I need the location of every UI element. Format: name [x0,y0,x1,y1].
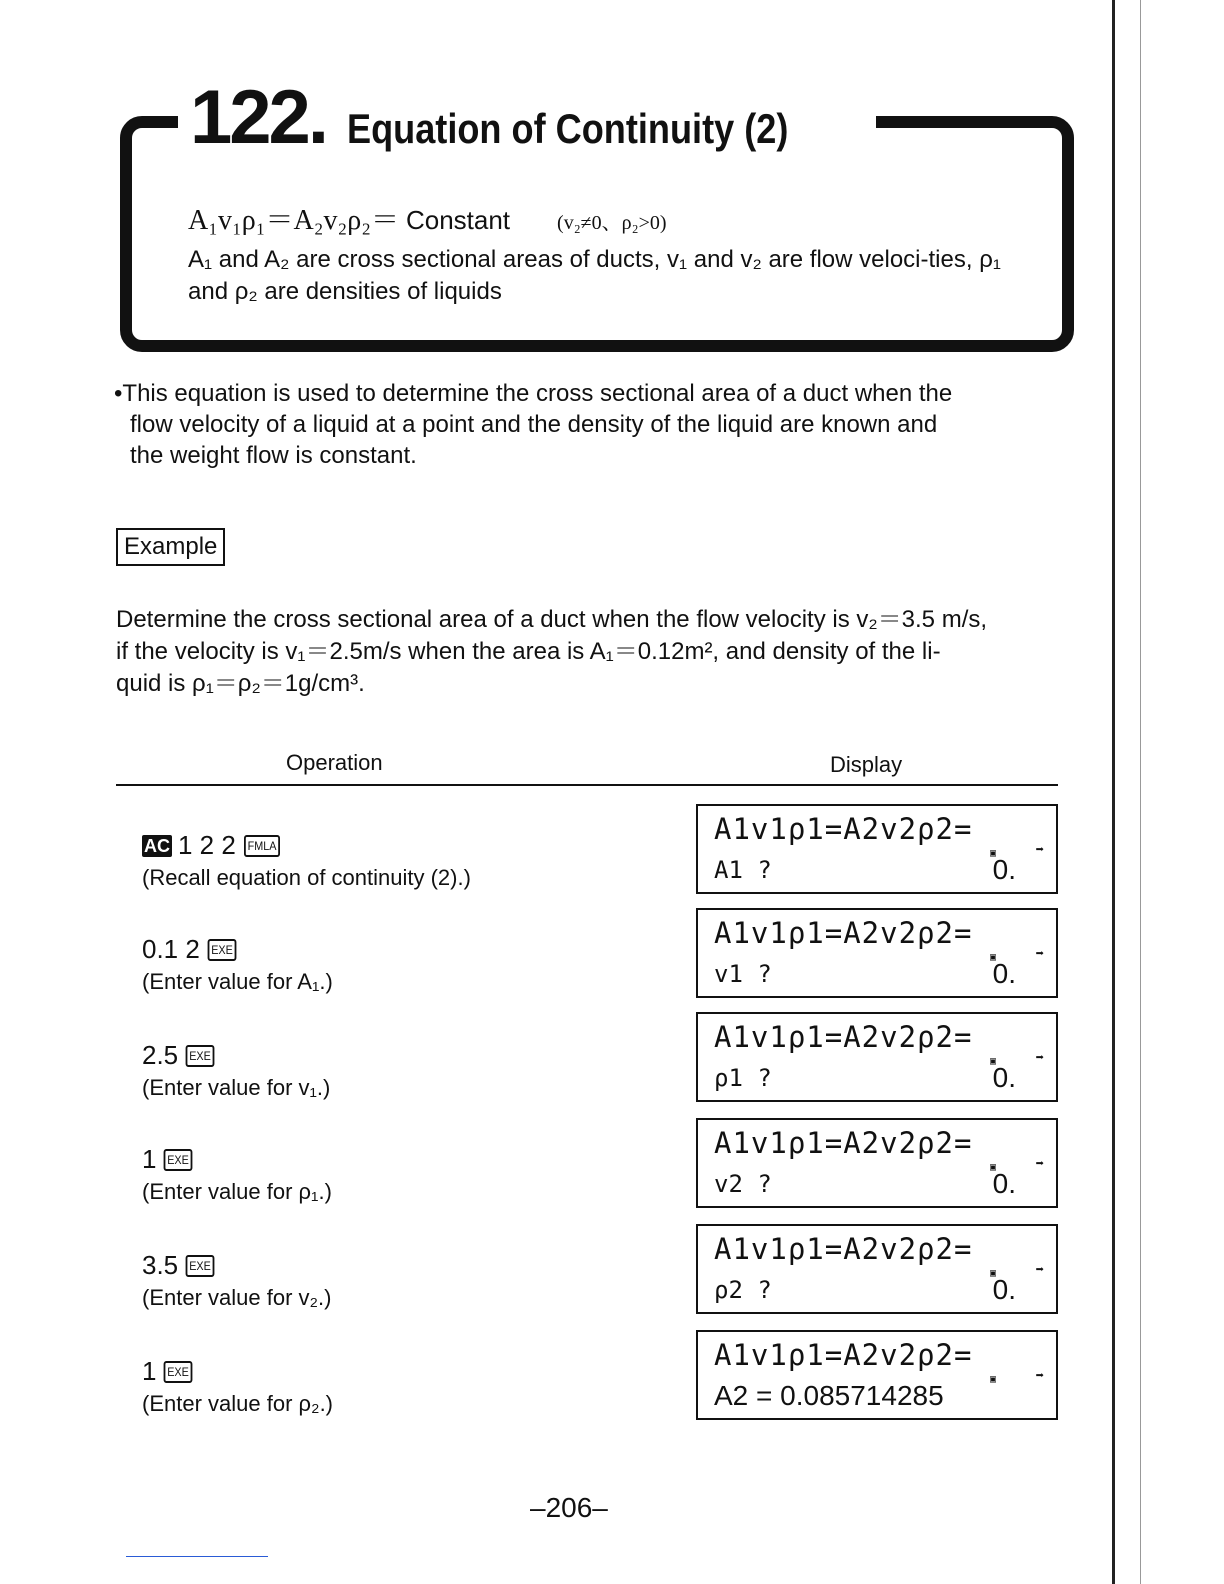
lcd-arrow-icon: ➡ [1035,842,1044,858]
lcd-formula: A1v1ρ1=A2v2ρ2= [714,1126,973,1160]
exe-key: EXE [207,939,236,961]
step-note: (Enter value for ρ₁.) [142,1179,332,1204]
example-problem [116,604,1066,700]
description-line: the weight flow is constant. [130,442,417,469]
lcd-display [696,804,1058,894]
problem-line: if the velocity is v₁＝2.5m/s when the area is A₁＝0.12m², and density of the li- [116,638,941,665]
lcd-indicator-icon: ▣ [989,1162,996,1173]
lcd-formula: A1v1ρ1=A2v2ρ2= [714,812,973,846]
lcd-display [696,1012,1058,1102]
section-title [178,75,876,169]
page-number: –206– [530,1492,608,1523]
section-dot: . [307,75,329,160]
operation-step [142,1040,330,1101]
description-paragraph [114,378,1064,471]
formula-definition: A₁ and A₂ are cross sectional areas of ducts, v₁ and v₂ are flow veloci-ties, ρ₁ and ρ₂ are densities of liquids [188,246,1001,305]
example-label: Example [116,528,225,566]
lcd-formula: A1v1ρ1=A2v2ρ2= [714,1338,973,1372]
step-note: (Enter value for A₁.) [142,969,333,994]
lcd-arrow-icon: ➡ [1035,1262,1044,1278]
lcd-display [696,1330,1058,1420]
operation-step [142,830,471,891]
lcd-prompt: ρ2 ? [714,1276,772,1304]
lcd-result: A2 = 0.085714285 [714,1380,944,1411]
section-number: 122 [190,75,308,160]
lcd-indicator-icon: ▣ [989,1374,996,1385]
step-note: (Enter value for v₂.) [142,1285,332,1310]
lcd-display [696,908,1058,998]
formula-line [188,198,667,238]
lcd-arrow-icon: ➡ [1035,1050,1044,1066]
keystroke-digits: 1 [142,1356,157,1386]
description-line: •This equation is used to determine the cross sectional area of a duct when the [114,380,953,407]
lcd-prompt: ρ1 ? [714,1064,772,1092]
lcd-arrow-icon: ➡ [1035,1368,1044,1384]
exe-key: EXE [186,1255,215,1277]
formula-constant: Constant [405,205,511,235]
lcd-display [696,1224,1058,1314]
lcd-formula: A1v1ρ1=A2v2ρ2= [714,1232,973,1266]
ac-key: AC [144,835,170,856]
lcd-indicator-icon: ▣ [989,952,996,963]
lcd-formula: A1v1ρ1=A2v2ρ2= [714,1020,973,1054]
lcd-prompt: A1 ? [714,856,772,884]
lcd-arrow-icon: ➡ [1035,1156,1044,1172]
lcd-prompt: v2 ? [714,1170,772,1198]
formula-condition: (v₂≠0、ρ₂>0) [557,212,667,234]
lcd-indicator-icon: ▣ [989,1268,996,1279]
operation-header: Operation [286,750,383,775]
page-edge-line [1112,0,1115,1584]
keystroke-digits: 3.5 [142,1250,179,1280]
fmla-key: FMLA [244,835,280,857]
lcd-value: 0. [992,1274,1016,1305]
lcd-display [696,1118,1058,1208]
lcd-value: 0. [992,854,1016,885]
keystroke-digits: 2.5 [142,1040,179,1070]
lcd-indicator-icon: ▣ [989,1056,996,1067]
lcd-value: 0. [992,1062,1016,1093]
description-line: flow velocity of a liquid at a point and the density of the liquid are known and [130,411,938,438]
keystroke-digits: 0.1 2 [142,934,200,964]
step-note: (Enter value for ρ₂.) [142,1391,334,1416]
exe-key: EXE [164,1149,193,1171]
problem-line: Determine the cross sectional area of a duct when the flow velocity is v₂＝3.5 m/s, [116,606,988,633]
keystroke-digits: 1 [142,1144,157,1174]
lcd-value: 0. [992,958,1016,989]
lcd-prompt: v1 ? [714,960,772,988]
formula-equation: A₁v₁ρ₁＝A₂v₂ρ₂＝ [188,205,399,236]
display-header: Display [830,752,903,777]
lcd-value: 0. [992,1168,1016,1199]
operation-step [142,1144,332,1205]
operation-step [142,1356,333,1417]
keystroke-digits: 1 2 2 [178,830,236,860]
problem-line: quid is ρ₁＝ρ₂＝1g/cm³. [116,670,365,697]
operation-step [142,1250,332,1311]
step-note: (Enter value for v₁.) [142,1075,331,1100]
lcd-indicator-icon: ▣ [989,848,996,859]
lcd-formula: A1v1ρ1=A2v2ρ2= [714,916,973,950]
section-heading: Equation of Continuity (2) [346,105,789,152]
footer-line [126,1556,268,1557]
exe-key: EXE [164,1361,193,1383]
step-note: (Recall equation of continuity (2).) [142,865,471,890]
page-edge-line-thin [1140,0,1141,1584]
lcd-arrow-icon: ➡ [1035,946,1044,962]
table-rule [116,784,1058,786]
exe-key: EXE [186,1045,215,1067]
operation-step [142,934,333,995]
